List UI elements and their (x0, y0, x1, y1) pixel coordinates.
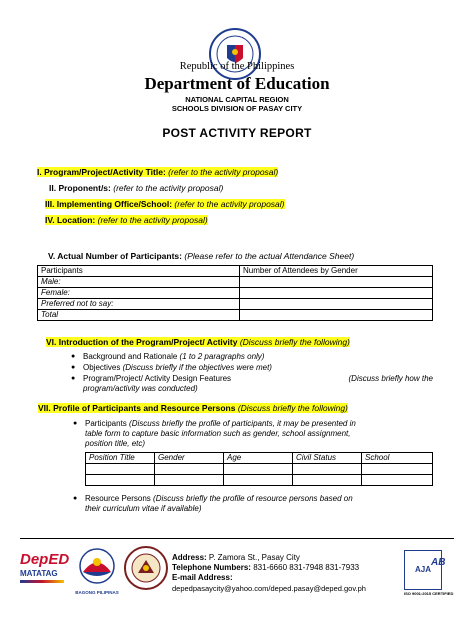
table-cell (240, 288, 433, 299)
table-cell (362, 475, 433, 486)
bullet-icon: ● (73, 495, 78, 502)
footer-telephone: Telephone Numbers: 831-6660 831-7948 831-7933 (172, 563, 360, 572)
table-row (38, 310, 433, 321)
section-4 (45, 215, 208, 225)
table-header-cell: School (362, 453, 433, 464)
intro-bullet-2: ● Objectives (Discuss briefly if the objectives were met) (71, 363, 272, 372)
table-row (38, 277, 433, 288)
aja-certification-badge (404, 550, 442, 590)
republic-line: Republic of the Philippines (179, 61, 295, 72)
deped-matatag-logo (20, 552, 68, 583)
bagong-pilipinas-text: BAGONG PILIPINAS (75, 590, 119, 595)
section-6-note: (Discuss briefly the following) (239, 337, 350, 347)
section-4-note: (refer to the activity proposal) (97, 215, 208, 225)
table-row (86, 464, 433, 475)
table-header-cell: Civil Status (293, 453, 362, 464)
section-7-label: VII. Profile of Participants and Resource Persons (38, 403, 236, 413)
table-header-cell: Participants (38, 266, 240, 277)
profile-resource-persons: ● Resource Persons (Discuss briefly the profile of resource persons based on their curriculum vitae if available) (73, 494, 353, 513)
intro-bullet-1: ● Background and Rationale (1 to 2 paragraphs only) (71, 352, 265, 361)
table-cell (293, 475, 362, 486)
table-header-cell: Gender (155, 453, 224, 464)
table-cell (86, 464, 155, 475)
section-7-note: (Discuss briefly the following) (237, 403, 348, 413)
section-3-label: III. Implementing Office/School: (45, 199, 173, 209)
matatag-text: MATATAG (20, 569, 58, 578)
aja-text: AJA (414, 565, 431, 574)
division-seal-logo (124, 546, 168, 590)
region-name: NATIONAL CAPITAL REGION (185, 95, 289, 104)
table-cell (240, 310, 433, 321)
section-6 (46, 337, 350, 347)
bagong-pilipinas-icon (74, 547, 120, 585)
table-row (86, 475, 433, 486)
table-header-row (86, 453, 433, 464)
table-cell (362, 464, 433, 475)
table-cell: Male: (38, 277, 240, 288)
section-5 (48, 251, 354, 261)
table-cell (155, 475, 224, 486)
table-header-cell: Number of Attendees by Gender (240, 266, 433, 277)
table-cell (240, 299, 433, 310)
section-1-note: (refer to the activity proposal) (168, 167, 279, 177)
table-header-cell: Position Title (86, 453, 155, 464)
section-2-note: (refer to the activity proposal) (113, 183, 224, 193)
table-header-cell: Age (224, 453, 293, 464)
table-cell (240, 277, 433, 288)
division-name: SCHOOLS DIVISION OF PASAY CITY (171, 104, 303, 113)
section-7 (38, 403, 348, 413)
bullet-icon: ● (73, 420, 78, 427)
profile-table (85, 452, 433, 486)
table-cell (224, 464, 293, 475)
bullet-icon: ● (71, 375, 76, 382)
section-2 (49, 183, 223, 193)
table-cell (224, 475, 293, 486)
table-cell: Preferred not to say: (38, 299, 240, 310)
table-cell: Female: (38, 288, 240, 299)
section-6-label: VI. Introduction of the Program/Project/ Activity (46, 337, 238, 347)
profile-participants: ● Participants (Discuss briefly the profile of participants, it may be presented in table form to capture basic information such as gender, school assignment, position title, etc) (73, 419, 356, 448)
section-3 (45, 199, 285, 209)
deped-seal-logo (209, 28, 261, 80)
table-row (38, 299, 433, 310)
bagong-pilipinas-logo (74, 547, 122, 595)
section-2-label: II. Proponent/s: (49, 183, 111, 193)
table-cell (293, 464, 362, 475)
report-title: POST ACTIVITY REPORT (162, 126, 312, 140)
section-1-label: I. Program/Project/Activity Title: (37, 167, 166, 177)
footer-email-value: depedpasaycity@yahoo.com/deped.pasay@deped.gov.ph (172, 584, 366, 593)
section-5-label: V. Actual Number of Participants: (48, 251, 182, 261)
bullet-icon: ● (71, 364, 76, 371)
section-3-note: (refer to the activity proposal) (174, 199, 285, 209)
section-5-note: (Please refer to the actual Attendance Sheet) (184, 251, 355, 261)
deped-logo-text: DepED (20, 551, 70, 568)
table-cell (155, 464, 224, 475)
table-cell (86, 475, 155, 486)
table-cell: Total (38, 310, 240, 321)
footer-email-label: E-mail Address: (172, 573, 233, 582)
section-4-label: IV. Location: (45, 215, 96, 225)
iso-certification-text: ISO 9001:2015 CERTIFIED (404, 591, 454, 596)
section-1 (37, 167, 278, 177)
footer-divider (20, 538, 454, 539)
ab-certification-mark: AB (431, 557, 446, 568)
table-header-row (38, 266, 433, 277)
footer-address: Address: P. Zamora St., Pasay City (172, 553, 300, 562)
department-name: Department of Education (144, 74, 330, 93)
bullet-icon: ● (71, 353, 76, 360)
attendance-table (37, 265, 433, 321)
matatag-stripe (20, 580, 64, 583)
table-row (38, 288, 433, 299)
intro-bullet-3: ● Program/Project/ Activity Design Features (Discuss briefly how the program/activity was conducted) (71, 374, 433, 393)
